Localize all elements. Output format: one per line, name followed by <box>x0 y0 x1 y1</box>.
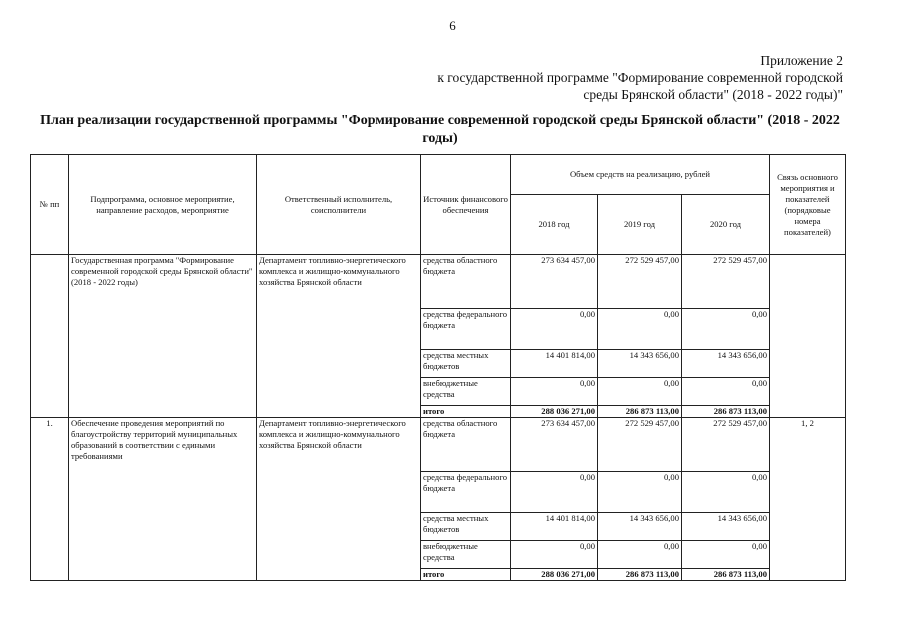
row-value-2020: 286 873 113,00 <box>682 569 770 581</box>
row-source: средства областного бюджета <box>421 255 511 309</box>
row-value-2020: 14 343 656,00 <box>682 513 770 541</box>
row-value-2019: 286 873 113,00 <box>598 406 682 418</box>
row-source: итого <box>421 569 511 581</box>
header-link: Связь основного мероприятия и показателей (порядковые номера показателей) <box>770 155 846 255</box>
row-value-2019: 0,00 <box>598 309 682 350</box>
row-value-2018: 14 401 814,00 <box>511 350 598 378</box>
row-value-2018: 0,00 <box>511 541 598 569</box>
row-source: внебюджетные средства <box>421 541 511 569</box>
header-num: № пп <box>31 155 69 255</box>
appendix-line-2: к государственной программе "Формирование современной городской <box>437 70 843 85</box>
row-value-2018: 288 036 271,00 <box>511 406 598 418</box>
row-value-2019: 0,00 <box>598 541 682 569</box>
header-source: Источник финансового обеспечения <box>421 155 511 255</box>
row-value-2019: 14 343 656,00 <box>598 513 682 541</box>
row-value-2019: 0,00 <box>598 472 682 513</box>
table-body <box>31 255 846 581</box>
row-value-2019: 14 343 656,00 <box>598 350 682 378</box>
row-value-2020: 0,00 <box>682 472 770 513</box>
row-value-2018: 273 634 457,00 <box>511 418 598 472</box>
row-value-2019: 272 529 457,00 <box>598 255 682 309</box>
header-volume: Объем средств на реализацию, рублей <box>511 155 770 195</box>
row-value-2020: 0,00 <box>682 309 770 350</box>
row-value-2020: 272 529 457,00 <box>682 418 770 472</box>
row-value-2020: 0,00 <box>682 541 770 569</box>
page-number: 6 <box>449 18 456 33</box>
row-value-2019: 272 529 457,00 <box>598 418 682 472</box>
row-value-2018: 0,00 <box>511 378 598 406</box>
row-source: средства областного бюджета <box>421 418 511 472</box>
row-name: Обеспечение проведения мероприятий по благоустройству территорий муниципальных образований в соответствии с едиными требованиями <box>69 418 257 581</box>
header-subprogram: Подпрограмма, основное мероприятие, направление расходов, мероприятие <box>69 155 257 255</box>
row-value-2020: 286 873 113,00 <box>682 406 770 418</box>
row-num <box>31 255 69 418</box>
appendix-line-3: среды Брянской области" (2018 - 2022 годы)" <box>583 87 843 102</box>
header-executor: Ответственный исполнитель, соисполнители <box>257 155 421 255</box>
row-source: итого <box>421 406 511 418</box>
header-2019: 2019 год <box>598 195 682 255</box>
row-link <box>770 255 846 418</box>
row-source: средства местных бюджетов <box>421 350 511 378</box>
row-value-2020: 272 529 457,00 <box>682 255 770 309</box>
row-value-2018: 288 036 271,00 <box>511 569 598 581</box>
table-row <box>31 418 846 472</box>
appendix-line-1: Приложение 2 <box>760 53 843 68</box>
row-value-2018: 14 401 814,00 <box>511 513 598 541</box>
table-row <box>31 255 846 309</box>
row-name: Государственная программа "Формирование современной городской среды Брянской области" (2018 - 2022 годы) <box>69 255 257 418</box>
row-source: внебюджетные средства <box>421 378 511 406</box>
row-executor: Департамент топливно-энергетического комплекса и жилищно-коммунального хозяйства Брянской области <box>257 418 421 581</box>
document-title: План реализации государственной программы "Формирование современной городской среды Брянской области" (2018 - 2022 годы) <box>40 113 840 146</box>
row-source: средства федерального бюджета <box>421 472 511 513</box>
row-value-2020: 14 343 656,00 <box>682 350 770 378</box>
plan-table <box>30 154 846 581</box>
header-2018: 2018 год <box>511 195 598 255</box>
row-value-2018: 0,00 <box>511 309 598 350</box>
row-value-2018: 273 634 457,00 <box>511 255 598 309</box>
row-link: 1, 2 <box>770 418 846 581</box>
row-value-2019: 286 873 113,00 <box>598 569 682 581</box>
row-source: средства местных бюджетов <box>421 513 511 541</box>
appendix-header <box>437 52 843 103</box>
row-value-2019: 0,00 <box>598 378 682 406</box>
header-2020: 2020 год <box>682 195 770 255</box>
row-value-2018: 0,00 <box>511 472 598 513</box>
table-header <box>31 155 846 255</box>
row-value-2020: 0,00 <box>682 378 770 406</box>
row-executor: Департамент топливно-энергетического комплекса и жилищно-коммунального хозяйства Брянской области <box>257 255 421 418</box>
row-num: 1. <box>31 418 69 581</box>
row-source: средства федерального бюджета <box>421 309 511 350</box>
